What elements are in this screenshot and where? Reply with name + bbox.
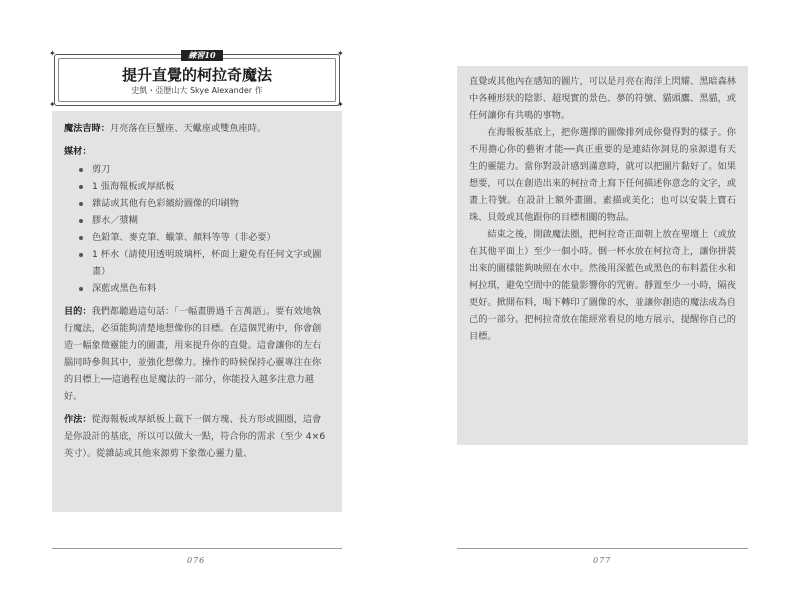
method-paragraph [64, 411, 330, 462]
star-ornament-icon: ✦ [49, 100, 56, 109]
content-box-left [52, 111, 342, 512]
timing-paragraph [64, 120, 330, 137]
star-ornament-icon: ✦ [337, 100, 344, 109]
content-box-right [457, 66, 748, 445]
materials-label: 媒材： [64, 146, 92, 157]
left-page [0, 0, 399, 601]
purpose-text: 我們都聽過這句話：「一幅畫勝過千言萬語」。要有效地執行魔法，必須能夠清楚地想像你的目標。在這個咒術中，你會創造一幅象徵靈能力的圖畫，用來提升你的直覺。這會讓你的左右腦同時參與其中，並強化想像力。操作的時候保持心靈專注在你的目標上──這過程也是魔法的一部分，你能投入越多注意力越好。 [64, 306, 322, 402]
list-item: 膠水／漿糊 [78, 212, 330, 229]
materials-list [64, 161, 330, 297]
author-line: 史凱・亞歷山大 Skye Alexander 作 [131, 86, 263, 95]
method-text: 從海報板或厚紙板上裁下一個方塊、長方形或圓圈，這會是你設計的基底，所以可以做大一點，符合你的需求（至少 4×6 英寸）。從雜誌或其他來源剪下象徵心靈力量、 [64, 414, 326, 459]
body-paragraph: 在海報板基底上，把你選擇的圖像排列成你覺得對的樣子。你不用擔心你的藝術才能──真正重要的是連結你洞見的泉源還有天生的靈能力。當你對設計感到滿意時，就可以把圖片黏好了。如果想要，可以在創造出來的柯拉奇上寫下任何描述你意念的文字，或畫上符號。在設計上額外畫圖、素描或美化；也可以安裝上寶石珠、貝殼或其他跟你的目標相關的物品。 [469, 127, 736, 223]
right-page [400, 0, 799, 601]
title-frame [50, 48, 344, 110]
method-label: 作法： [64, 414, 92, 425]
timing-text: 月亮落在巨蟹座、天蠍座或雙魚座時。 [109, 123, 267, 134]
body-paragraph: 結束之後，開啟魔法圈，把柯拉奇正面朝上放在聖壇上（或放在其他平面上）至少一個小時。倒一杯水放在柯拉奇上，讓你拼裝出來的圖樣能夠映照在水中。然後用深藍色或黑色的布料蓋住水和柯拉琪，避免空間中的能量影響你的咒術。靜置至少一小時，隔夜更好。掀開布料，喝下轉印了圖像的水，並讓你創造的魔法成為自己的一部分。把柯拉奇放在能經常看見的地方展示，提醒你自己的目標。 [469, 229, 736, 342]
list-item: 色鉛筆、麥克筆、蠟筆、顏料等等（非必要） [78, 229, 330, 246]
list-item: 深藍或黑色布料 [78, 280, 330, 297]
page-number: 076 [187, 556, 206, 565]
body-paragraph: 直覺或其他內在感知的圖片，可以是月亮在海洋上閃耀、黑暗森林中各種形狀的陰影、超現實的景色、夢的符號、貓頭鷹、黑貓，或任何讓你有共鳴的事物。 [469, 76, 736, 121]
list-item: 雜誌或其他有色彩繽紛圖像的印刷物 [78, 195, 330, 212]
timing-label: 魔法吉時： [64, 123, 110, 134]
page-title: 提升直覺的柯拉奇魔法 [121, 66, 272, 84]
page-number: 077 [593, 556, 612, 565]
list-item: 1 杯水（請使用透明玻璃杯，杯面上避免有任何文字或圖畫） [78, 246, 330, 280]
exercise-tag: 練習10 [181, 50, 223, 61]
purpose-label: 目的： [64, 306, 92, 317]
purpose-paragraph [64, 303, 330, 405]
footer-rule [457, 548, 748, 549]
star-ornament-icon: ✦ [49, 49, 56, 58]
footer-rule [52, 548, 342, 549]
star-ornament-icon: ✦ [337, 49, 344, 58]
list-item: 剪刀 [78, 161, 330, 178]
list-item: 1 張海報板或厚紙板 [78, 178, 330, 195]
